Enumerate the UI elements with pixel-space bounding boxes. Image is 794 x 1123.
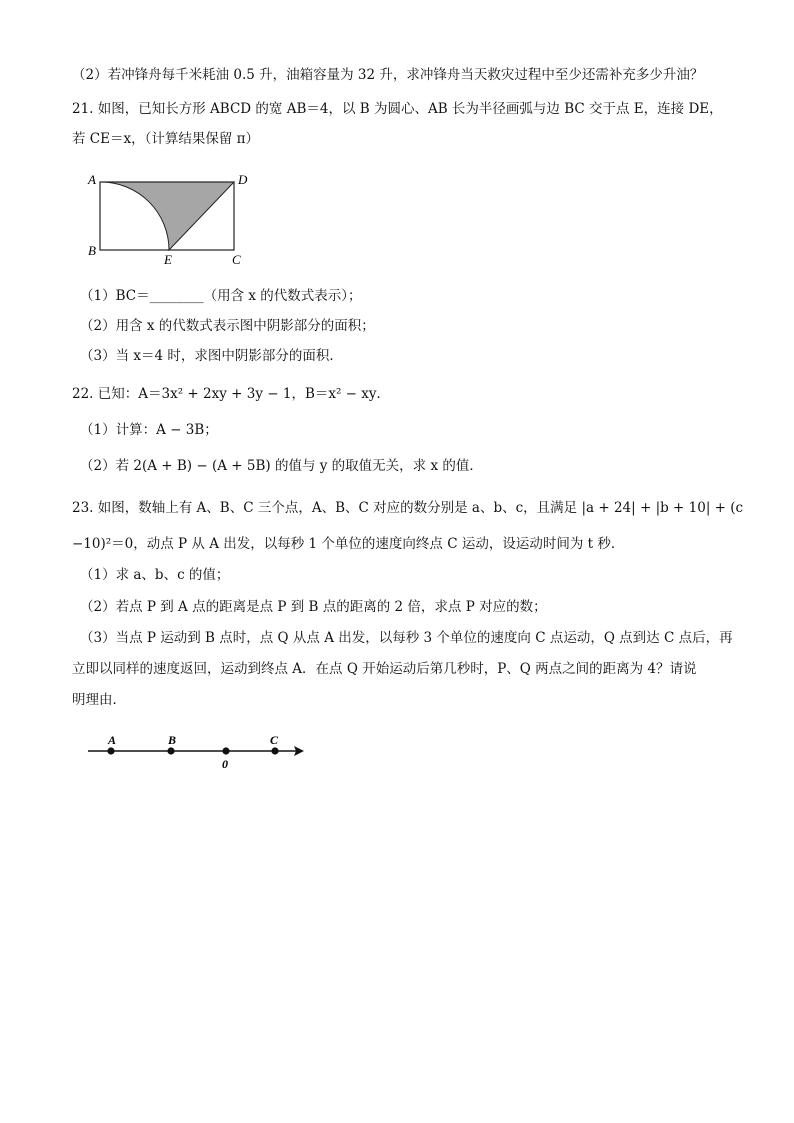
label-origin: 0 xyxy=(222,757,228,771)
q23-statement-line1: 23. 如图，数轴上有 A、B、C 三个点，A、B、C 对应的数分别是 a、b、c，且满足 |a + 24| + |b + 10| + (c xyxy=(72,500,744,516)
q22-part1: （1）计算：A − 3B； xyxy=(80,422,218,438)
q22-part2: （2）若 2(A + B) − (A + 5B) 的值与 y 的取值无关，求 x 的值． xyxy=(80,458,483,474)
q23-part1: （1）求 a、b、c 的值； xyxy=(80,567,230,583)
q21-part2: （2）用含 x 的代数式表示图中阴影部分的面积； xyxy=(80,318,375,334)
label-c: C xyxy=(270,733,279,747)
label-b: B xyxy=(168,733,177,747)
q23-part2: （2）若点 P 到 A 点的距离是点 P 到 B 点的距离的 2 倍，求点 P 对应的数； xyxy=(80,599,547,615)
label-a: A xyxy=(108,733,117,747)
label-a: A xyxy=(88,172,96,187)
q21-part1: （1）BC＝________（用含 x 的代数式表示）； xyxy=(80,288,362,304)
label-c: C xyxy=(232,252,241,267)
label-e: E xyxy=(164,252,172,267)
q23-number-line-figure xyxy=(82,732,322,782)
q21-statement-line1: 21. 如图，已知长方形 ABCD 的宽 AB＝4，以 B 为圆心、AB 长为半径画弧与边 BC 交于点 E，连接 DE， xyxy=(72,101,723,117)
label-d: D xyxy=(238,172,248,187)
q20-part2: （2）若冲锋舟每千米耗油 0.5 升，油箱容量为 32 升，求冲锋舟当天救灾过程中至少还需补充多少升油？ xyxy=(72,67,704,83)
point-a xyxy=(107,747,114,754)
q23-part3-line1: （3）当点 P 运动到 B 点时，点 Q 从点 A 出发，以每秒 3 个单位的速度向 C 点运动，Q 点到达 C 点后，再 xyxy=(80,630,733,646)
q21-part3: （3）当 x＝4 时，求图中阴影部分的面积． xyxy=(80,348,343,364)
point-c xyxy=(271,747,278,754)
q21-rectangle-figure xyxy=(82,170,282,270)
q23-part3-line3: 明理由． xyxy=(72,692,126,708)
point-origin xyxy=(222,747,229,754)
point-b xyxy=(167,747,174,754)
q23-statement-line2: −10)²＝0，动点 P 从 A 出发，以每秒 1 个单位的速度向终点 C 运动，设运动时间为 t 秒． xyxy=(72,536,625,552)
label-b: B xyxy=(88,243,96,258)
q23-part3-line2: 立即以同样的速度返回，运动到终点 A．在点 Q 开始运动后第几秒时，P、Q 两点之间的距离为 4？请说 xyxy=(72,661,697,677)
shaded-region xyxy=(100,182,234,250)
q22-statement: 22. 已知：A＝3x² + 2xy + 3y − 1，B＝x² − xy． xyxy=(72,386,391,402)
q21-statement-line2: 若 CE＝x，（计算结果保留 π） xyxy=(72,131,260,147)
